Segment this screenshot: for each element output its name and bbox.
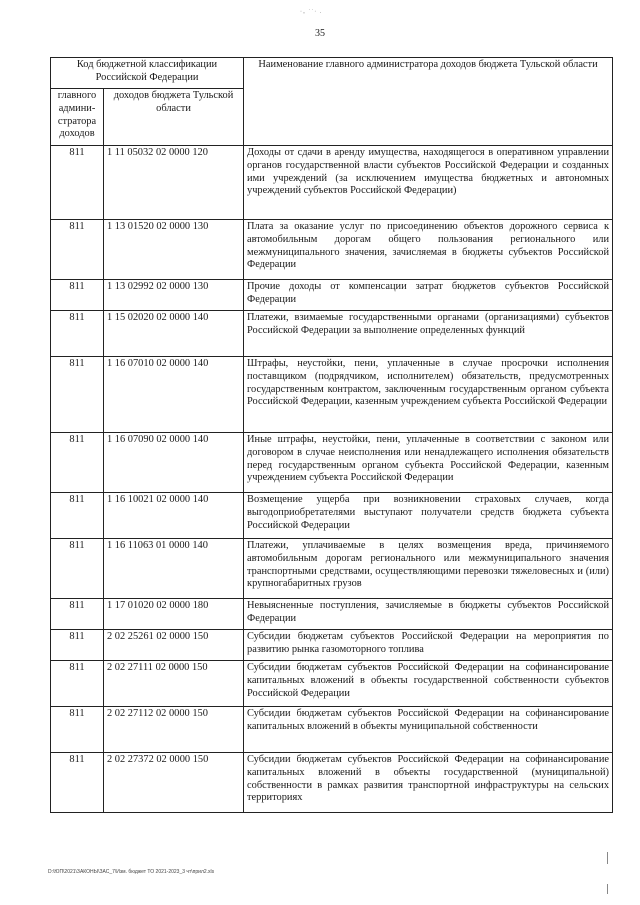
income-code-cell: 1 16 10021 02 0000 140 [104,493,244,539]
income-code-cell: 2 02 27112 02 0000 150 [104,707,244,753]
budget-revenue-table [50,57,613,813]
income-code-cell: 2 02 27111 02 0000 150 [104,661,244,707]
header-main-administrator: главного админи-стратора доходов [51,89,104,146]
income-name-cell: Невыясненные поступления, зачисляемые в бюджеты субъектов Российской Федерации [244,599,613,630]
table-row [51,311,613,357]
scan-edge-mark-lower [607,884,608,894]
admin-code-cell: 811 [51,433,104,493]
income-code-cell: 1 16 07090 02 0000 140 [104,433,244,493]
admin-code-cell: 811 [51,539,104,599]
admin-code-cell: 811 [51,146,104,220]
income-code-cell: 2 02 27372 02 0000 150 [104,753,244,813]
table-row [51,539,613,599]
table-row [51,707,613,753]
admin-code-cell: 811 [51,493,104,539]
table-header-row [51,58,613,89]
table-body [51,146,613,813]
scan-edge-mark [607,852,608,864]
table-row [51,280,613,311]
income-code-cell: 1 11 05032 02 0000 120 [104,146,244,220]
table-row [51,357,613,433]
income-name-cell: Субсидии бюджетам субъектов Российской Федерации на мероприятия по развитию рынка газомоторного топлива [244,630,613,661]
income-code-cell: 1 16 11063 01 0000 140 [104,539,244,599]
admin-code-cell: 811 [51,220,104,280]
table-row [51,599,613,630]
income-name-cell: Платежи, уплачиваемые в целях возмещения вреда, причиняемого автомобильным дорогам регионального или межмуниципального значения транспортными средствами, осуществляющими перевозки тяжеловесных и (или) крупногабаритных грузов [244,539,613,599]
income-code-cell: 1 13 02992 02 0000 130 [104,280,244,311]
income-name-cell: Возмещение ущерба при возникновении страховых случаев, когда выгодоприобретателями выступают получатели средств бюджета субъекта Российской Федерации [244,493,613,539]
table-row [51,753,613,813]
income-name-cell: Субсидии бюджетам субъектов Российской Федерации на софинансирование капитальных вложений в объекты государственной (муниципальной) собственности в рамках развития транспортной инфраструктуры на сельских территориях [244,753,613,813]
table-row [51,220,613,280]
table-row [51,146,613,220]
table-row [51,493,613,539]
income-name-cell: Субсидии бюджетам субъектов Российской Федерации на софинансирование капитальных вложений в объекты государственной собственности субъектов Российской Федерации [244,661,613,707]
page-number: 35 [315,28,325,39]
admin-code-cell: 811 [51,280,104,311]
income-code-cell: 1 17 01020 02 0000 180 [104,599,244,630]
header-income-code: доходов бюджета Тульской области [104,89,244,146]
income-name-cell: Субсидии бюджетам субъектов Российской Федерации на софинансирование капитальных вложений в объекты муниципальной собственности [244,707,613,753]
admin-code-cell: 811 [51,753,104,813]
income-code-cell: 1 16 07010 02 0000 140 [104,357,244,433]
income-name-cell: Платежи, взимаемые государственными органами (организациями) субъектов Российской Федерации за выполнение определенных функций [244,311,613,357]
income-code-cell: 2 02 25261 02 0000 150 [104,630,244,661]
income-code-cell: 1 13 01520 02 0000 130 [104,220,244,280]
income-name-cell: Штрафы, неустойки, пени, уплаченные в случае просрочки исполнения поставщиком (подрядчиком, исполнителем) обязательств, предусмотренных государственным контрактом, заключенным государственным органом субъекта Российской Федерации, казенным учреждением субъекта Российской Федерации [244,357,613,433]
table-row [51,661,613,707]
admin-code-cell: 811 [51,661,104,707]
table-row [51,630,613,661]
income-name-cell: Плата за оказание услуг по присоединению объектов дорожного сервиса к автомобильным дорогам общего пользования регионального или межмуниципального значения, зачисляемая в бюджеты субъектов Российской Федерации [244,220,613,280]
admin-code-cell: 811 [51,311,104,357]
admin-code-cell: 811 [51,357,104,433]
admin-code-cell: 811 [51,630,104,661]
header-budget-code-group: Код бюджетной классификации Российской Федерации [51,58,244,89]
admin-code-cell: 811 [51,599,104,630]
table-row [51,433,613,493]
income-name-cell: Прочие доходы от компенсации затрат бюджетов субъектов Российской Федерации [244,280,613,311]
scan-artifact-mark: ·ₒ ˙˙· . [300,9,323,15]
footer-file-path: D:\ЮП\2021\ЗАКОНЫ\ЗАС_7\Изм. бюджет ТО 2021-2023_3 чт\прил2.xls [48,869,215,875]
admin-code-cell: 811 [51,707,104,753]
income-name-cell: Иные штрафы, неустойки, пени, уплаченные в соответствии с законом или договором в случае неисполнения или ненадлежащего исполнения обязательств перед государственным органом субъекта Российской Федерации, казенным учреждением субъекта Российской Федерации [244,433,613,493]
income-code-cell: 1 15 02020 02 0000 140 [104,311,244,357]
header-administrator-name: Наименование главного администратора доходов бюджета Тульской области [244,58,613,146]
income-name-cell: Доходы от сдачи в аренду имущества, находящегося в оперативном управлении органов государственной власти субъектов Российской Федерации и созданных ими учреждений (за исключением имущества бюджетных и автономных учреждений субъектов Российской Федерации) [244,146,613,220]
